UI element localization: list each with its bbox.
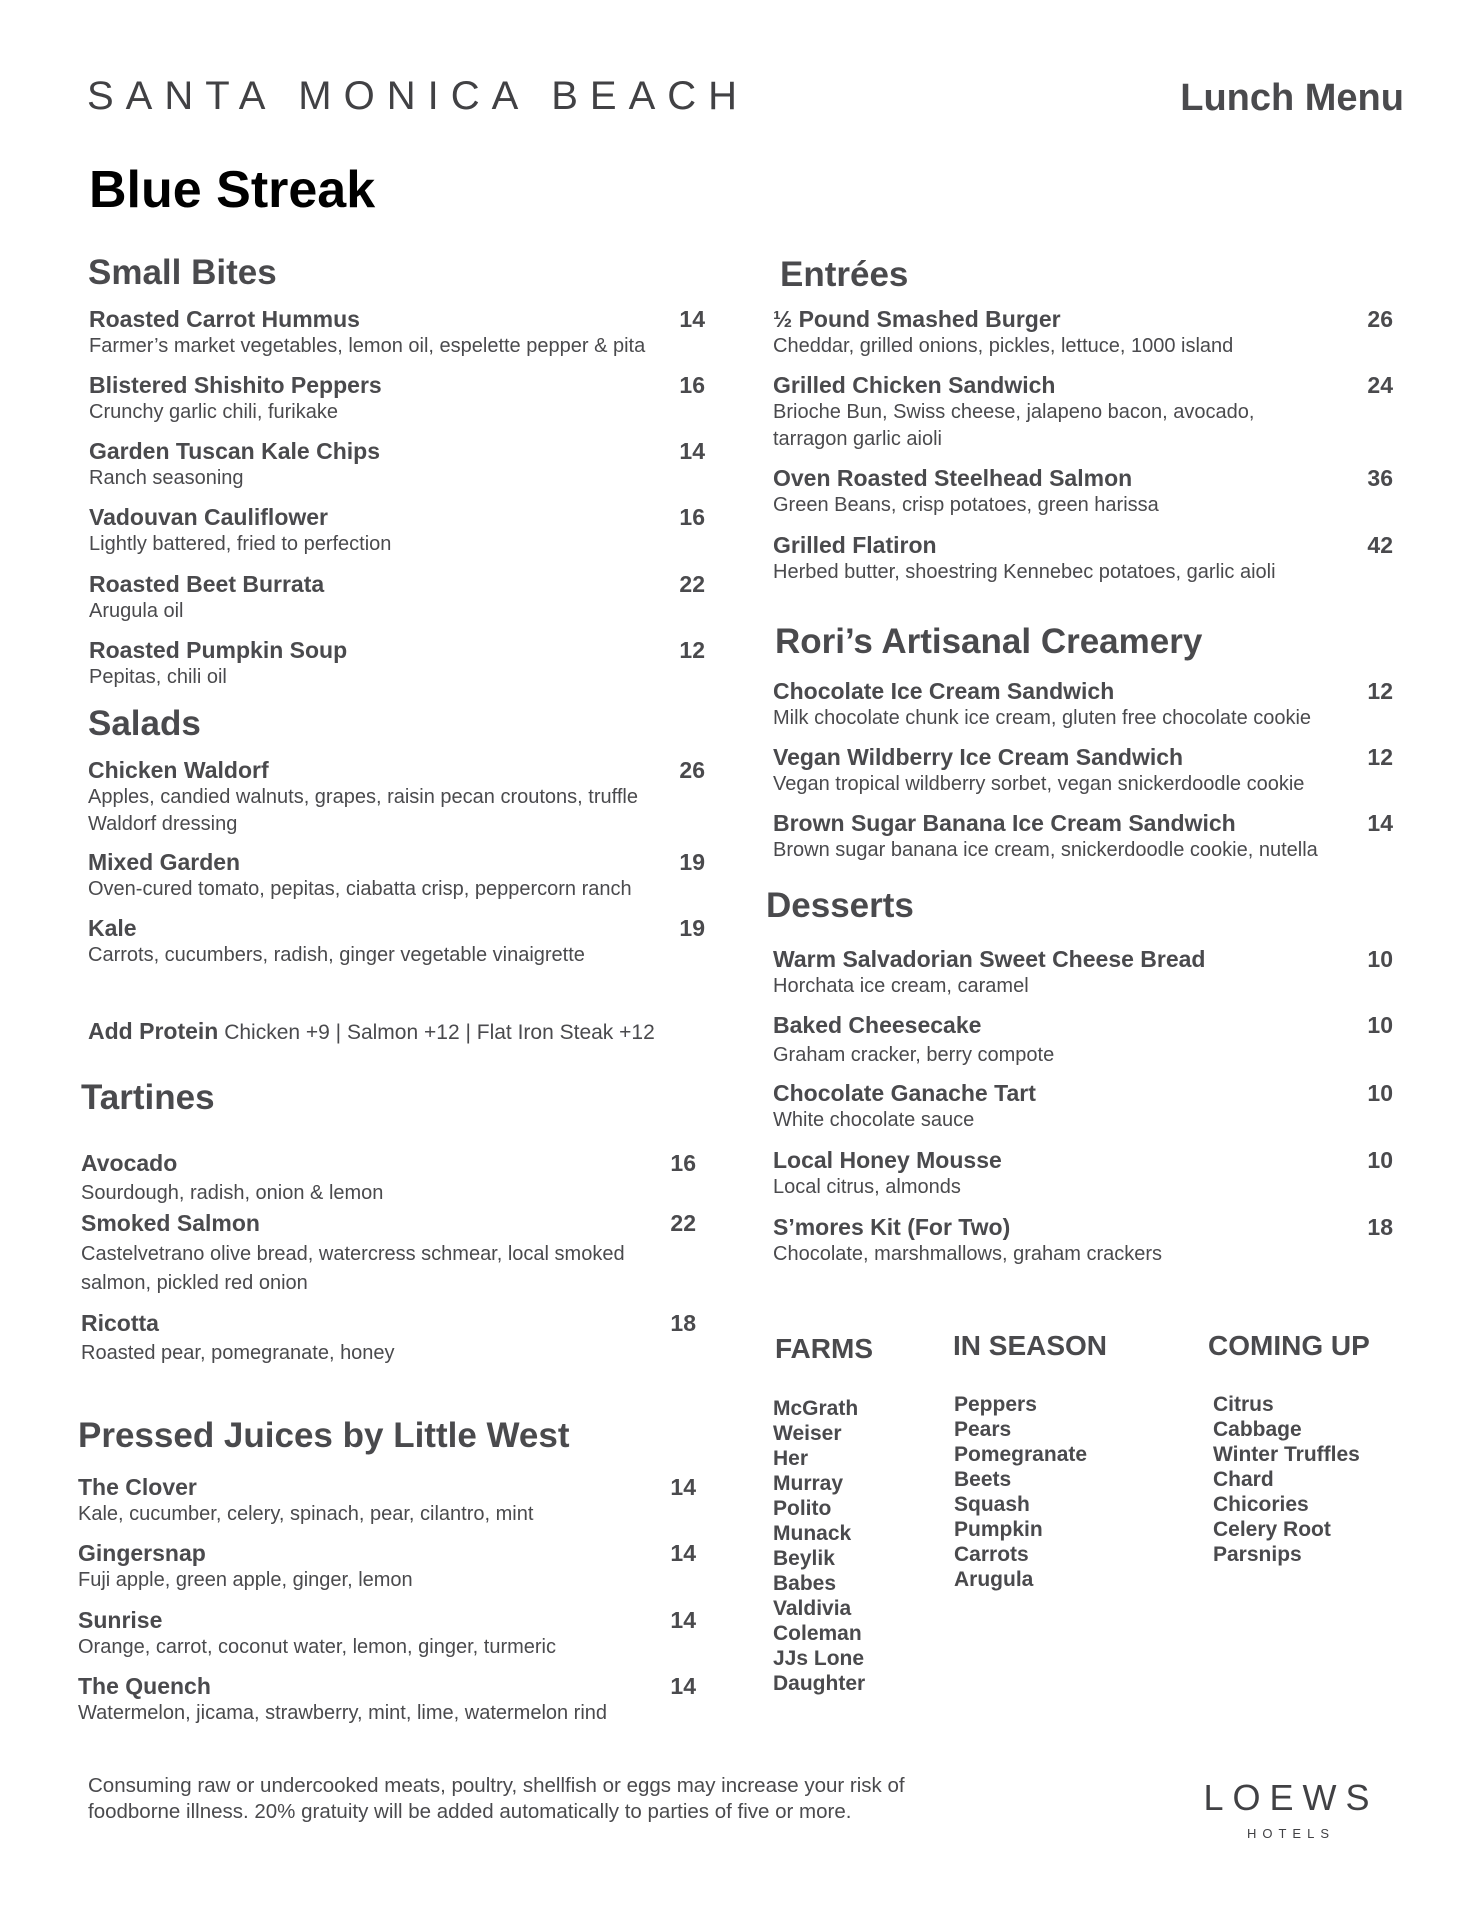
list-item: McGrath <box>773 1397 859 1420</box>
item-desc: Horchata ice cream, caramel <box>773 975 1029 997</box>
item-price: 26 <box>679 757 705 783</box>
item-name: Vadouvan Cauliflower <box>89 504 328 530</box>
item-desc: Orange, carrot, coconut water, lemon, ginger, turmeric <box>78 1636 556 1658</box>
item-price: 18 <box>670 1310 696 1336</box>
desserts-title: Desserts <box>766 886 914 925</box>
menu-item <box>773 1012 1393 1069</box>
item-price: 42 <box>1367 532 1393 558</box>
tartines-title: Tartines <box>81 1078 215 1117</box>
item-desc: Sourdough, radish, onion & lemon <box>81 1182 384 1204</box>
item-price: 14 <box>679 306 705 332</box>
item-price: 22 <box>670 1210 696 1236</box>
item-desc: Cheddar, grilled onions, pickles, lettuce, 1000 island <box>773 335 1234 357</box>
item-price: 24 <box>1367 372 1393 398</box>
item-desc: Farmer’s market vegetables, lemon oil, espelette pepper & pita <box>89 335 646 357</box>
item-desc: Milk chocolate chunk ice cream, gluten free chocolate cookie <box>773 707 1312 729</box>
item-name: Garden Tuscan Kale Chips <box>89 438 380 464</box>
item-desc: Roasted pear, pomegranate, honey <box>81 1342 395 1364</box>
item-price: 14 <box>670 1540 696 1566</box>
list-item: Carrots <box>954 1543 1029 1566</box>
menu-item <box>89 372 705 426</box>
item-name: Oven Roasted Steelhead Salmon <box>773 465 1133 491</box>
menu-item <box>773 306 1393 360</box>
item-price: 36 <box>1367 465 1393 491</box>
item-name: Grilled Flatiron <box>773 532 937 558</box>
item-name: Warm Salvadorian Sweet Cheese Bread <box>773 946 1206 972</box>
list-item: Murray <box>773 1472 844 1495</box>
list-item: Parsnips <box>1213 1543 1302 1566</box>
menu-item <box>89 571 705 625</box>
item-price: 16 <box>670 1150 696 1176</box>
menu-item <box>78 1673 696 1727</box>
item-name: Baked Cheesecake <box>773 1012 982 1038</box>
item-name: ½ Pound Smashed Burger <box>773 306 1061 332</box>
item-desc: Pepitas, chili oil <box>89 666 227 688</box>
menu-item <box>78 1474 696 1528</box>
item-desc: Castelvetrano olive bread, watercress schmear, local smoked salmon, pickled red onion <box>81 1243 625 1294</box>
juices-title: Pressed Juices by Little West <box>78 1416 570 1455</box>
coming-up-title: COMING UP <box>1208 1330 1370 1361</box>
menu-item <box>78 1607 696 1661</box>
item-price: 14 <box>679 438 705 464</box>
creamery-title: Rori’s Artisanal Creamery <box>775 622 1203 661</box>
item-price: 14 <box>1367 810 1393 836</box>
item-name: Roasted Pumpkin Soup <box>89 637 348 663</box>
item-name: Chocolate Ganache Tart <box>773 1080 1036 1106</box>
menu-item <box>773 372 1393 453</box>
item-name: Avocado <box>81 1150 178 1176</box>
menu-item <box>81 1210 696 1298</box>
item-desc: Carrots, cucumbers, radish, ginger vegetable vinaigrette <box>88 944 585 966</box>
item-name: The Clover <box>78 1474 197 1500</box>
item-price: 19 <box>679 915 705 941</box>
add-protein-line <box>88 1018 655 1045</box>
menu-item <box>773 810 1393 864</box>
item-price: 16 <box>679 372 705 398</box>
logo-main-text: LOEWS <box>1203 1777 1379 1818</box>
item-desc: Watermelon, jicama, strawberry, mint, lime, watermelon rind <box>78 1702 608 1724</box>
item-desc: Ranch seasoning <box>89 467 244 489</box>
item-desc: Green Beans, crisp potatoes, green harissa <box>773 494 1159 516</box>
list-item: Celery Root <box>1213 1518 1331 1541</box>
item-desc: Oven-cured tomato, pepitas, ciabatta crisp, peppercorn ranch <box>88 878 632 900</box>
list-item: Babes <box>773 1572 837 1595</box>
list-item: Squash <box>954 1493 1030 1516</box>
disclaimer-text: Consuming raw or undercooked meats, poultry, shellfish or eggs may increase your risk of foodborne illness. 20% gratuity will be added automatically to parties of five or more. <box>88 1774 905 1823</box>
item-desc: Apples, candied walnuts, grapes, raisin pecan croutons, truffle Waldorf dressing <box>88 786 638 835</box>
farms-title: FARMS <box>775 1333 873 1364</box>
item-price: 12 <box>1367 678 1393 704</box>
item-name: Chocolate Ice Cream Sandwich <box>773 678 1115 704</box>
list-item: JJs Lone <box>773 1647 865 1670</box>
item-name: Vegan Wildberry Ice Cream Sandwich <box>773 744 1184 770</box>
item-price: 10 <box>1367 1147 1393 1173</box>
item-desc: White chocolate sauce <box>773 1109 975 1131</box>
menu-item <box>88 757 705 838</box>
menu-item <box>773 1080 1393 1134</box>
item-price: 19 <box>679 849 705 875</box>
item-desc: Local citrus, almonds <box>773 1176 961 1198</box>
item-desc: Crunchy garlic chili, furikake <box>89 401 338 423</box>
item-name: The Quench <box>78 1673 211 1699</box>
item-desc: Vegan tropical wildberry sorbet, vegan snickerdoodle cookie <box>773 773 1305 795</box>
menu-item <box>89 637 705 691</box>
list-item: Pomegranate <box>954 1443 1088 1466</box>
venue-name: SANTA MONICA BEACH <box>87 74 750 118</box>
add-protein-label: Add Protein <box>88 1018 219 1044</box>
list-item: Daughter <box>773 1672 866 1695</box>
list-item: Peppers <box>954 1393 1037 1416</box>
list-item: Polito <box>773 1497 832 1520</box>
menu-item <box>81 1310 696 1367</box>
item-desc: Graham cracker, berry compote <box>773 1044 1055 1066</box>
item-name: Gingersnap <box>78 1540 206 1566</box>
item-desc: Kale, cucumber, celery, spinach, pear, cilantro, mint <box>78 1503 534 1525</box>
list-item: Citrus <box>1213 1393 1274 1416</box>
menu-item <box>88 849 705 903</box>
item-desc: Arugula oil <box>89 600 184 622</box>
menu-item <box>773 1147 1393 1201</box>
item-name: S’mores Kit (For Two) <box>773 1214 1011 1240</box>
item-price: 14 <box>670 1607 696 1633</box>
item-name: Local Honey Mousse <box>773 1147 1002 1173</box>
small-bites-title: Small Bites <box>88 253 277 292</box>
menu-item <box>773 744 1393 798</box>
menu-item <box>89 306 705 360</box>
list-item: Pumpkin <box>954 1518 1043 1541</box>
item-price: 26 <box>1367 306 1393 332</box>
menu-item <box>78 1540 696 1594</box>
restaurant-name: Blue Streak <box>89 161 376 219</box>
menu-item <box>88 915 705 969</box>
item-desc: Herbed butter, shoestring Kennebec potatoes, garlic aioli <box>773 561 1276 583</box>
item-price: 14 <box>670 1673 696 1699</box>
menu-item <box>773 946 1393 1000</box>
item-name: Chicken Waldorf <box>88 757 269 783</box>
item-price: 12 <box>679 637 705 663</box>
item-name: Sunrise <box>78 1607 163 1633</box>
in-season-title: IN SEASON <box>953 1330 1108 1361</box>
item-price: 12 <box>1367 744 1393 770</box>
list-item: Chard <box>1213 1468 1274 1491</box>
menu-item <box>89 504 705 558</box>
menu-item <box>81 1150 696 1207</box>
menu-item <box>773 678 1393 732</box>
farms-list <box>773 1396 865 1696</box>
item-name: Mixed Garden <box>88 849 241 875</box>
item-desc: Brioche Bun, Swiss cheese, jalapeno bacon, avocado, tarragon garlic aioli <box>773 401 1255 450</box>
item-price: 10 <box>1367 1080 1393 1106</box>
menu-item <box>773 532 1393 586</box>
item-name: Roasted Beet Burrata <box>89 571 325 597</box>
item-desc: Chocolate, marshmallows, graham crackers <box>773 1243 1163 1265</box>
list-item: Beylik <box>773 1547 835 1570</box>
item-name: Ricotta <box>81 1310 159 1336</box>
coming-up-list <box>1213 1392 1360 1567</box>
item-desc: Fuji apple, green apple, ginger, lemon <box>78 1569 413 1591</box>
loews-hotels-logo <box>1180 1772 1402 1852</box>
item-name: Blistered Shishito Peppers <box>89 372 382 398</box>
list-item: Beets <box>954 1468 1012 1491</box>
menu-item <box>89 438 705 492</box>
item-price: 10 <box>1367 1012 1393 1038</box>
item-price: 22 <box>679 571 705 597</box>
item-name: Roasted Carrot Hummus <box>89 306 360 332</box>
logo-sub-text: HOTELS <box>1246 1826 1336 1841</box>
item-price: 16 <box>679 504 705 530</box>
item-desc: Lightly battered, fried to perfection <box>89 533 392 555</box>
in-season-list <box>954 1392 1087 1592</box>
item-price: 10 <box>1367 946 1393 972</box>
entrees-title: Entrées <box>780 255 909 294</box>
item-name: Smoked Salmon <box>81 1210 260 1236</box>
list-item: Coleman <box>773 1622 862 1645</box>
item-name: Kale <box>88 915 137 941</box>
list-item: Chicories <box>1213 1493 1309 1516</box>
list-item: Pears <box>954 1418 1012 1441</box>
item-name: Grilled Chicken Sandwich <box>773 372 1056 398</box>
item-desc: Brown sugar banana ice cream, snickerdoodle cookie, nutella <box>773 839 1318 861</box>
list-item: Munack <box>773 1522 852 1545</box>
list-item: Winter Truffles <box>1213 1443 1360 1466</box>
item-name: Brown Sugar Banana Ice Cream Sandwich <box>773 810 1236 836</box>
menu-item <box>773 465 1393 519</box>
menu-type: Lunch Menu <box>1180 77 1404 119</box>
list-item: Valdivia <box>773 1597 852 1620</box>
list-item: Cabbage <box>1213 1418 1302 1441</box>
list-item: Arugula <box>954 1568 1034 1591</box>
item-price: 18 <box>1367 1214 1393 1240</box>
list-item: Her <box>773 1447 809 1470</box>
menu-item <box>773 1214 1393 1268</box>
item-price: 14 <box>670 1474 696 1500</box>
salads-title: Salads <box>88 704 201 743</box>
list-item: Weiser <box>773 1422 842 1445</box>
add-protein-options: Chicken +9 | Salmon +12 | Flat Iron Steak +12 <box>224 1021 655 1044</box>
